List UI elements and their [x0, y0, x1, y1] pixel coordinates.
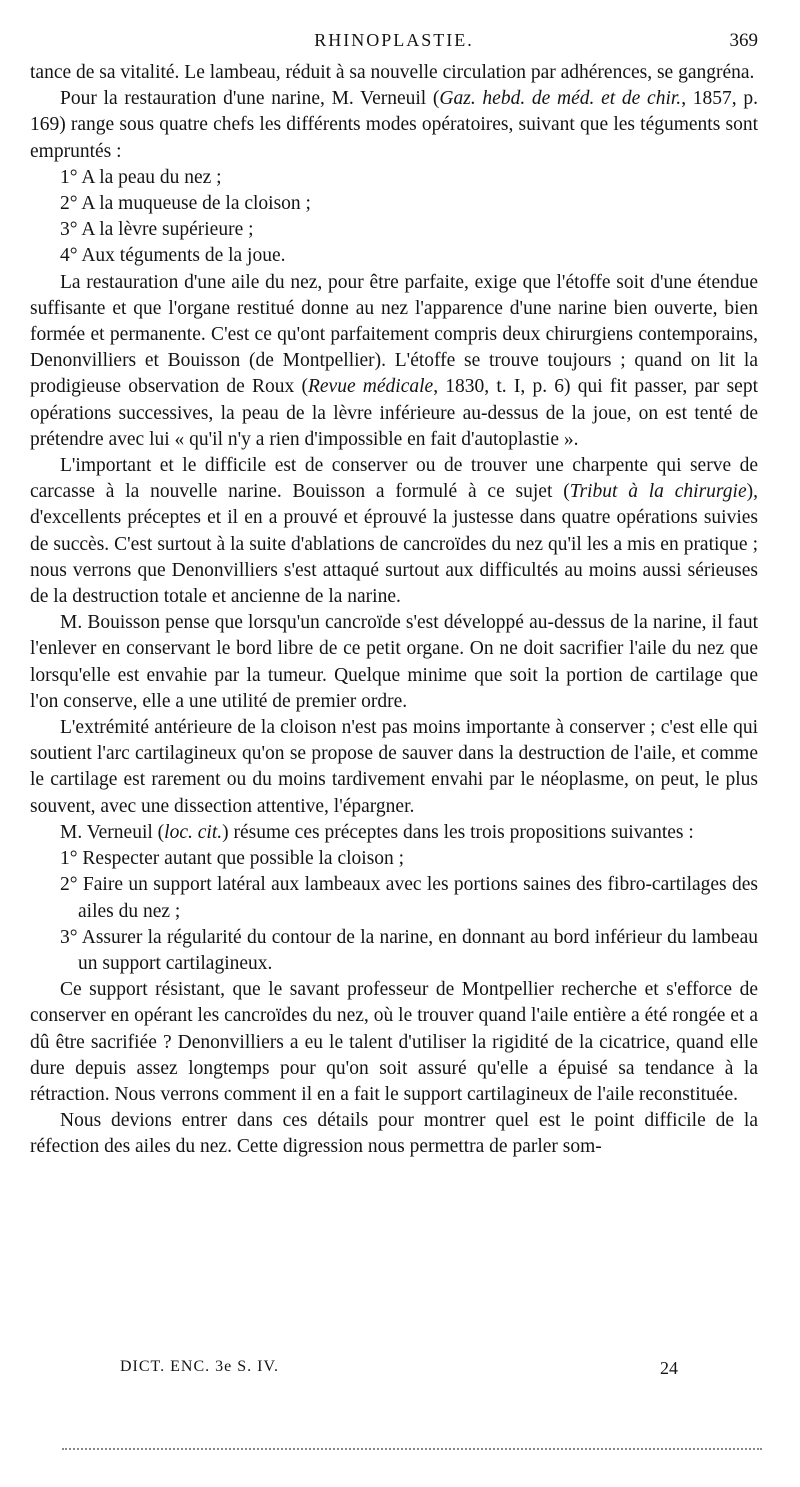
- paragraph-cloison: L'extrémité antérieure de la cloison n'est pas moins importante à conserver ; c'est elle qui soutient l'arc cartilagineux qu'on se propose de sauver dans la destruction de l'aile, et comme le cartilage est rarement ou du moins tardivement envahi par le néoplasme, on peut, le plus souvent, avec une dissection attentive, l'épargner.: [30, 717, 758, 817]
- paragraph-verneuil-preceptes: [30, 820, 758, 846]
- list-item: 2° Faire un support latéral aux lambeaux avec les portions saines des fibro-cartilages des ailes du nez ;: [60, 874, 758, 922]
- paragraph-text: La restauration d'une aile du nez, pour être parfaite, exige que l'étoffe soit d'une étendue suffisante et que l'organe restitué donne au nez l'apparence d'une narine bien ouverte, bien formée et permanente. C'est ce qu'ont parfaitement compris deux chirurgiens contemporains, Denonvilliers et Bouisson (de Montpellier). L'étoffe se trouve toujours ; quand on lit la prodigieuse observation de Roux (: [30, 271, 758, 398]
- list-item: 2° A la muqueuse de la cloison ;: [60, 193, 311, 215]
- paragraph-charpente: [30, 453, 758, 610]
- paragraph-text: ), d'excellents préceptes et il en a prouvé et éprouvé la justesse dans quatre opérations suivies de succès. C'est surtout à la suite d'ablations de cancroïdes du nez qu'il les a mis en pratique ; nous verrons que Denonvilliers s'est attaqué surtout aux difficultés au moins aussi sérieuses de la destruction totale et ancienne de la narine.: [30, 481, 758, 608]
- list-item: 3° A la lèvre supérieure ;: [60, 219, 254, 241]
- citation: Gaz. hebd. de méd. et de chir.: [439, 88, 682, 110]
- citation: loc. cit.: [164, 821, 223, 843]
- running-head: [30, 30, 758, 58]
- list-item: 3° Assurer la régularité du contour de la narine, en donnant au bord inférieur du lambeau un support cartilagineux.: [60, 926, 758, 974]
- paragraph-text: , 1857, p. 169) range sous quatre chefs les différents modes opératoires, suivant que les téguments sont empruntés :: [30, 88, 758, 162]
- running-title: RHINOPLASTIE.: [314, 30, 474, 50]
- paragraph-continuation: tance de sa vitalité. Le lambeau, réduit à sa nouvelle circulation par adhérences, se gangréna.: [30, 62, 755, 83]
- paragraph-text: L'important et le difficile est de conserver ou de trouver une charpente qui serve de carcasse à la nouvelle narine. Bouisson a formulé à ce sujet (: [30, 455, 758, 503]
- body-text: [30, 60, 758, 1161]
- paragraph-digression: Nous devions entrer dans ces détails pour montrer quel est le point difficile de la réfection des ailes du nez. Cette digression nous permettra de parler som-: [30, 1110, 758, 1158]
- paragraph-text: M. Verneuil (: [60, 821, 165, 843]
- paragraph-bouisson: M. Bouisson pense que lorsqu'un cancroïde s'est développé au-dessus de la narine, il faut l'enlever en conservant le bord libre de ce petit organe. On ne doit sacrifier l'aile du nez que lorsqu'elle est envahie par la tumeur. Quelque minime que soit la portion de cartilage que l'on conserve, elle a une utilité de premier ordre.: [30, 612, 758, 712]
- citation: Tribut à la chirurgie: [569, 481, 747, 503]
- signature-mark: DICT. ENC. 3e S. IV.: [120, 1358, 279, 1375]
- paragraph-support-resistant: Ce support résistant, que le savant professeur de Montpellier recherche et s'efforce de conserver en opérant les cancroïdes du nez, où le trouver quand l'aile entière a été rongée et a dû être sacrifiée ? Denonvilliers a eu le talent d'utiliser la rigidité de la cicatrice, quand elle dure depuis assez longtemps pour qu'on soit assuré qu'elle a épuisé sa tendance à la rétraction. Nous verrons comment il en a fait le support cartilagineux de l'aile reconstituée.: [30, 979, 758, 1105]
- citation: Revue médicale: [307, 376, 434, 398]
- list-item: 1° A la peau du nez ;: [60, 166, 222, 188]
- paragraph-verneuil-narine: [30, 86, 758, 165]
- sheet-number: 24: [660, 1358, 678, 1378]
- list-item: 4° Aux téguments de la joue.: [60, 245, 286, 267]
- page-footer: [90, 1358, 690, 1382]
- paragraph-text: ) résume ces préceptes dans les trois propositions suivantes :: [222, 821, 694, 843]
- page-number: 369: [729, 30, 758, 51]
- dotted-rule: [62, 1448, 762, 1450]
- paragraph-restauration-aile: [30, 270, 758, 453]
- paragraph-text: Pour la restauration d'une narine, M. Verneuil (: [60, 88, 440, 110]
- list-item: 1° Respecter autant que possible la cloison ;: [60, 848, 405, 870]
- paragraph-text: , 1830, t. I, p. 6) qui fit passer, par sept opérations successives, la peau de la lèvre inférieure au-dessus de la joue, on est tenté de prétendre avec lui « qu'il n'y a rien d'impossible en fait d'autoplastie ».: [30, 376, 758, 450]
